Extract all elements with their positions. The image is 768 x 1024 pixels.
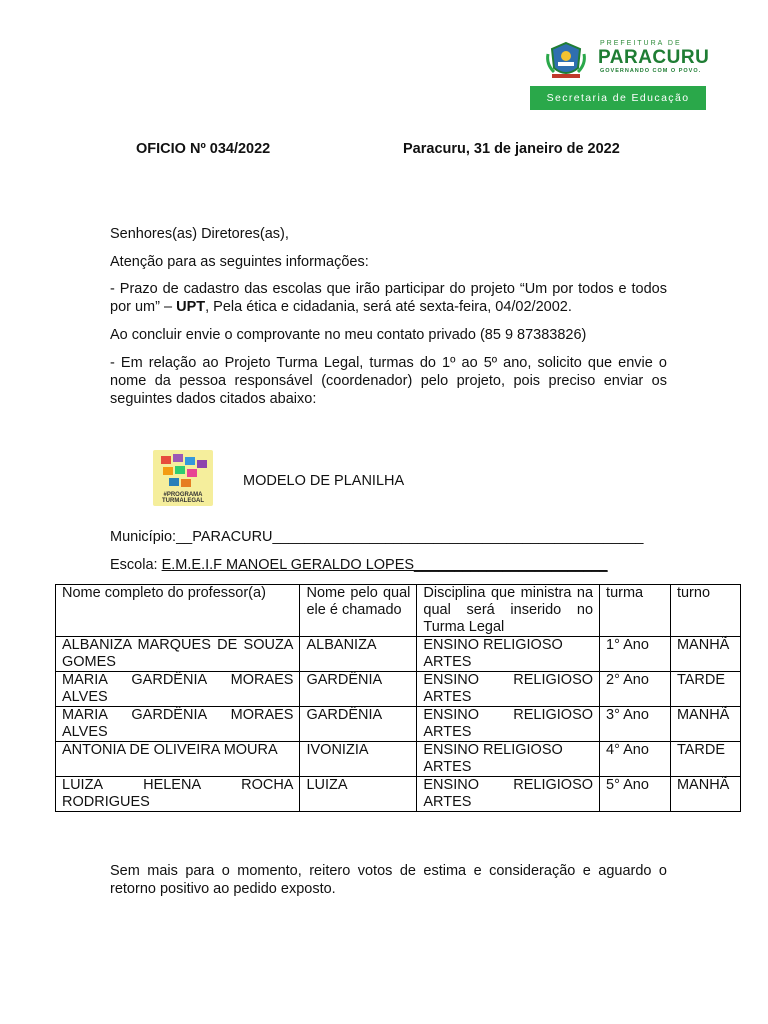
- attention-line: Atenção para as seguintes informações:: [110, 254, 369, 270]
- modelo-title: MODELO DE PLANILHA: [243, 473, 405, 489]
- teachers-table: [55, 584, 741, 812]
- brand-slogan: GOVERNANDO COM O POVO.: [600, 68, 702, 74]
- escola-value: E.M.E.I.F MANOEL GERALDO LOPES________________________: [161, 557, 608, 573]
- table-row: [56, 777, 741, 812]
- deadline-paragraph: [110, 280, 667, 316]
- table-cell: 1° Ano: [600, 637, 671, 672]
- deadline-text-a: - Prazo de cadastro das escolas que irão participar do projeto “Um por todos e todos por um” –: [110, 281, 667, 315]
- table-cell: TARDE: [670, 672, 740, 707]
- table-cell: MARIA GARDÊNIA MORAES ALVES: [56, 672, 300, 707]
- municipio-label: Município:: [110, 529, 177, 545]
- table-cell: GARDÊNIA: [300, 672, 417, 707]
- header-cell: Nome pelo qual ele é chamado: [300, 585, 417, 637]
- turma-legal-paragraph: - Em relação ao Projeto Turma Legal, turmas do 1º ao 5º ano, solicito que envie o nome da pessoa responsável (coordenador) pelo projeto, pois preciso enviar os seguintes dados citados abaixo:: [110, 355, 667, 407]
- table-cell: LUIZA HELENA ROCHA RODRIGUES: [56, 777, 300, 812]
- table-cell: MANHÃ: [670, 777, 740, 812]
- oficio-number: OFICIO Nº 034/2022: [136, 141, 271, 157]
- escola-field: [110, 557, 608, 573]
- table-cell: MANHÃ: [670, 637, 740, 672]
- table-cell: ANTONIA DE OLIVEIRA MOURA: [56, 742, 300, 777]
- contact-paragraph: Ao concluir envie o comprovante no meu contato privado (85 9 87383826): [110, 327, 587, 343]
- turma-legal-logo: [153, 450, 213, 506]
- table-cell: ENSINO RELIGIOSO ARTES: [417, 742, 600, 777]
- table-cell: MARIA GARDÊNIA MORAES ALVES: [56, 707, 300, 742]
- deadline-text-b: , Pela ética e cidadania, será até sexta-feira, 04/02/2002.: [205, 299, 572, 315]
- table-cell: TARDE: [670, 742, 740, 777]
- table-cell: 3° Ano: [600, 707, 671, 742]
- table-cell: 2° Ano: [600, 672, 671, 707]
- prefeitura-logo: [530, 36, 710, 110]
- greeting: Senhores(as) Diretores(as),: [110, 226, 289, 242]
- municipio-field: [110, 529, 643, 545]
- brand-name: PARACURU: [598, 47, 710, 68]
- city-crest-icon: [544, 40, 588, 80]
- header-cell: turno: [670, 585, 740, 637]
- table-cell: MANHÃ: [670, 707, 740, 742]
- municipio-value: __PARACURU______________________________________________: [176, 529, 644, 545]
- table-cell: ALBANIZA: [300, 637, 417, 672]
- table-cell: LUIZA: [300, 777, 417, 812]
- table-cell: ENSINO RELIGIOSO ARTES: [417, 777, 600, 812]
- table-cell: ALBANIZA MARQUES DE SOUZA GOMES: [56, 637, 300, 672]
- upt-abbrev: UPT: [176, 299, 206, 315]
- table-cell: ENSINO RELIGIOSO ARTES: [417, 672, 600, 707]
- table-header-row: [56, 585, 741, 637]
- table-row: [56, 637, 741, 672]
- logo-line2: TURMALEGAL: [162, 498, 204, 504]
- table-cell: IVONIZIA: [300, 742, 417, 777]
- secretaria-bar: Secretaria de Educação: [530, 86, 706, 110]
- header-cell: Disciplina que ministra na qual será inserido no Turma Legal: [417, 585, 600, 637]
- table-cell: ENSINO RELIGIOSO ARTES: [417, 637, 600, 672]
- escola-label: Escola:: [110, 557, 162, 573]
- table-row: [56, 742, 741, 777]
- header-cell: Nome completo do professor(a): [56, 585, 300, 637]
- table-cell: 4° Ano: [600, 742, 671, 777]
- header-cell: turma: [600, 585, 671, 637]
- table-cell: ENSINO RELIGIOSO ARTES: [417, 707, 600, 742]
- table-cell: 5° Ano: [600, 777, 671, 812]
- table-row: [56, 707, 741, 742]
- closing-paragraph: Sem mais para o momento, reitero votos de estima e consideração e aguardo o retorno positivo ao pedido exposto.: [110, 863, 667, 897]
- table-cell: GARDÊNIA: [300, 707, 417, 742]
- local-date: Paracuru, 31 de janeiro de 2022: [403, 141, 620, 157]
- table-row: [56, 672, 741, 707]
- brand-top-text: PREFEITURA DE: [600, 40, 682, 47]
- logo-line1: #PROGRAMA: [163, 492, 203, 498]
